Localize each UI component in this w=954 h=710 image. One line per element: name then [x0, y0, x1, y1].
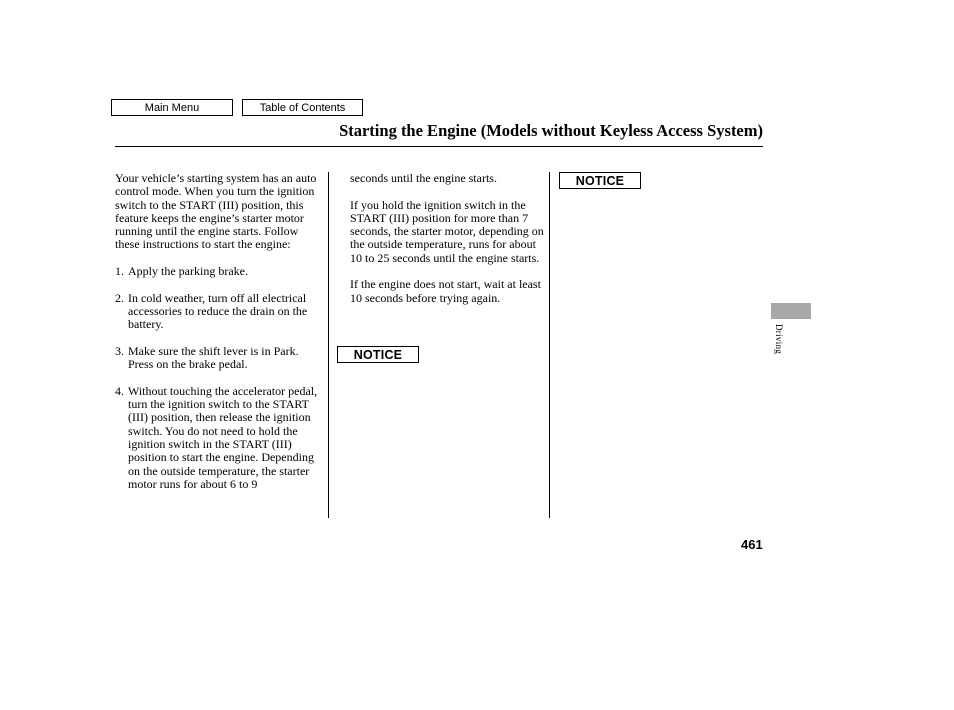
step-number: 4.: [115, 383, 124, 398]
paragraph: If the engine does not start, wait at least 10 seconds before trying again.: [350, 277, 541, 305]
list-item: [115, 292, 325, 332]
step-number: 3.: [115, 343, 124, 358]
column-divider: [328, 172, 329, 518]
paragraph: If you hold the ignition switch in the START (III) position for more than 7 seconds, the starter motor, depending on the outside temperature, runs for about 10 to 25 seconds until the engine starts.: [350, 197, 544, 265]
intro-paragraph: Your vehicle’s starting system has an auto control mode. When you turn the ignition switch to the START (III) position, this feature keeps the engine’s starter motor running until the engine starts. Follow these instructions to start the engine:: [115, 171, 317, 252]
title-rule: [115, 146, 763, 147]
list-item: [115, 345, 325, 372]
section-tab: [771, 303, 811, 319]
table-of-contents-button[interactable]: Table of Contents: [242, 99, 363, 116]
notice-label: NOTICE: [559, 172, 641, 189]
step-text: Apply the parking brake.: [128, 264, 248, 279]
paragraph: seconds until the engine starts.: [350, 171, 497, 185]
step-text: Without touching the accelerator pedal, turn the ignition switch to the START (III) position, then release the ignition switch. You do not need to hold the ignition switch in the START (III) position to start the engine. Depending on the outside temperature, the starter motor runs for about 6 to 9: [128, 383, 318, 491]
column-divider: [549, 172, 550, 518]
page-title: Starting the Engine (Models without Keyless Access System): [339, 121, 763, 140]
steps-list: [115, 265, 325, 491]
step-number: 1.: [115, 264, 124, 279]
column-left: [115, 172, 325, 504]
main-menu-button[interactable]: Main Menu: [111, 99, 233, 116]
step-number: 2.: [115, 290, 124, 305]
list-item: [115, 265, 325, 278]
section-label: Driving: [774, 324, 784, 355]
page-number: 461: [741, 537, 763, 552]
step-text: Make sure the shift lever is in Park. Press on the brake pedal.: [128, 343, 299, 372]
step-text: In cold weather, turn off all electrical accessories to reduce the drain on the battery.: [128, 290, 308, 332]
notice-label: NOTICE: [337, 346, 419, 363]
column-middle: [350, 172, 545, 318]
list-item: [115, 385, 325, 491]
